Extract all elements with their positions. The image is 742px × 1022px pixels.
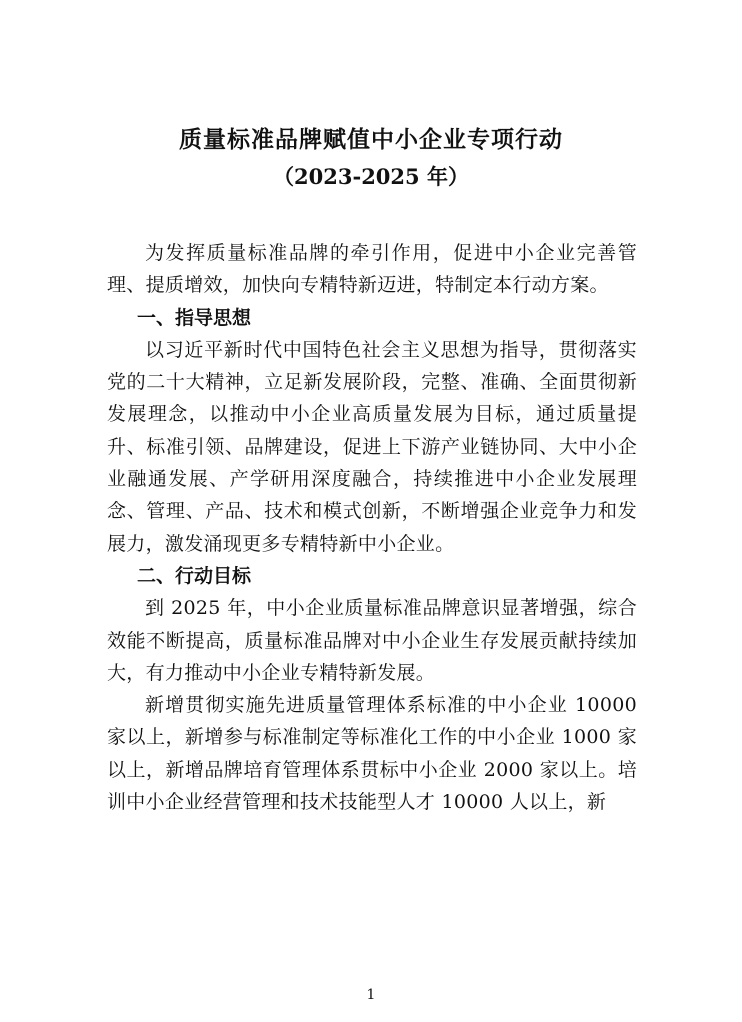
document-body [107,237,637,818]
document-title: 质量标准品牌赋值中小企业专项行动 [179,126,563,153]
intro-paragraph: 为发挥质量标准品牌的牵引作用，促进中小企业完善管理、提质增效，加快向专精特新迈进，特制定本行动方案。 [107,242,637,297]
section-heading-guiding-ideology: 一、指导思想 [137,306,252,329]
action-goals-paragraph-1: 到 2025 年，中小企业质量标准品牌意识显著增强，综合效能不断提高，质量标准品牌对中小企业生存发展贡献持续加大，有力推动中小企业专精特新发展。 [107,597,637,684]
page-number: 1 [366,987,376,1003]
document-subtitle: （2023-2025 年） [273,164,469,189]
guiding-ideology-paragraph: 以习近平新时代中国特色社会主义思想为指导，贯彻落实党的二十大精神，立足新发展阶段，完整、准确、全面贯彻新发展理念，以推动中小企业高质量发展为目标，通过质量提升、标准引领、品牌建设，促进上下游产业链协同、大中小企业融通发展、产学研用深度融合，持续推进中小企业发展理念、管理、产品、技术和模式创新，不断增强企业竞争力和发展力，激发涌现更多专精特新中小企业。 [107,338,637,555]
action-goals-paragraph-2: 新增贯彻实施先进质量管理体系标准的中小企业 10000 家以上，新增参与标准制定等标准化工作的中小企业 1000 家以上，新增品牌培育管理体系贯标中小企业 2000 家以上。培训中小企业经营管理和技术技能型人才 10000 人以上，新 [107,694,637,814]
section-heading-action-goals: 二、行动目标 [137,564,252,587]
